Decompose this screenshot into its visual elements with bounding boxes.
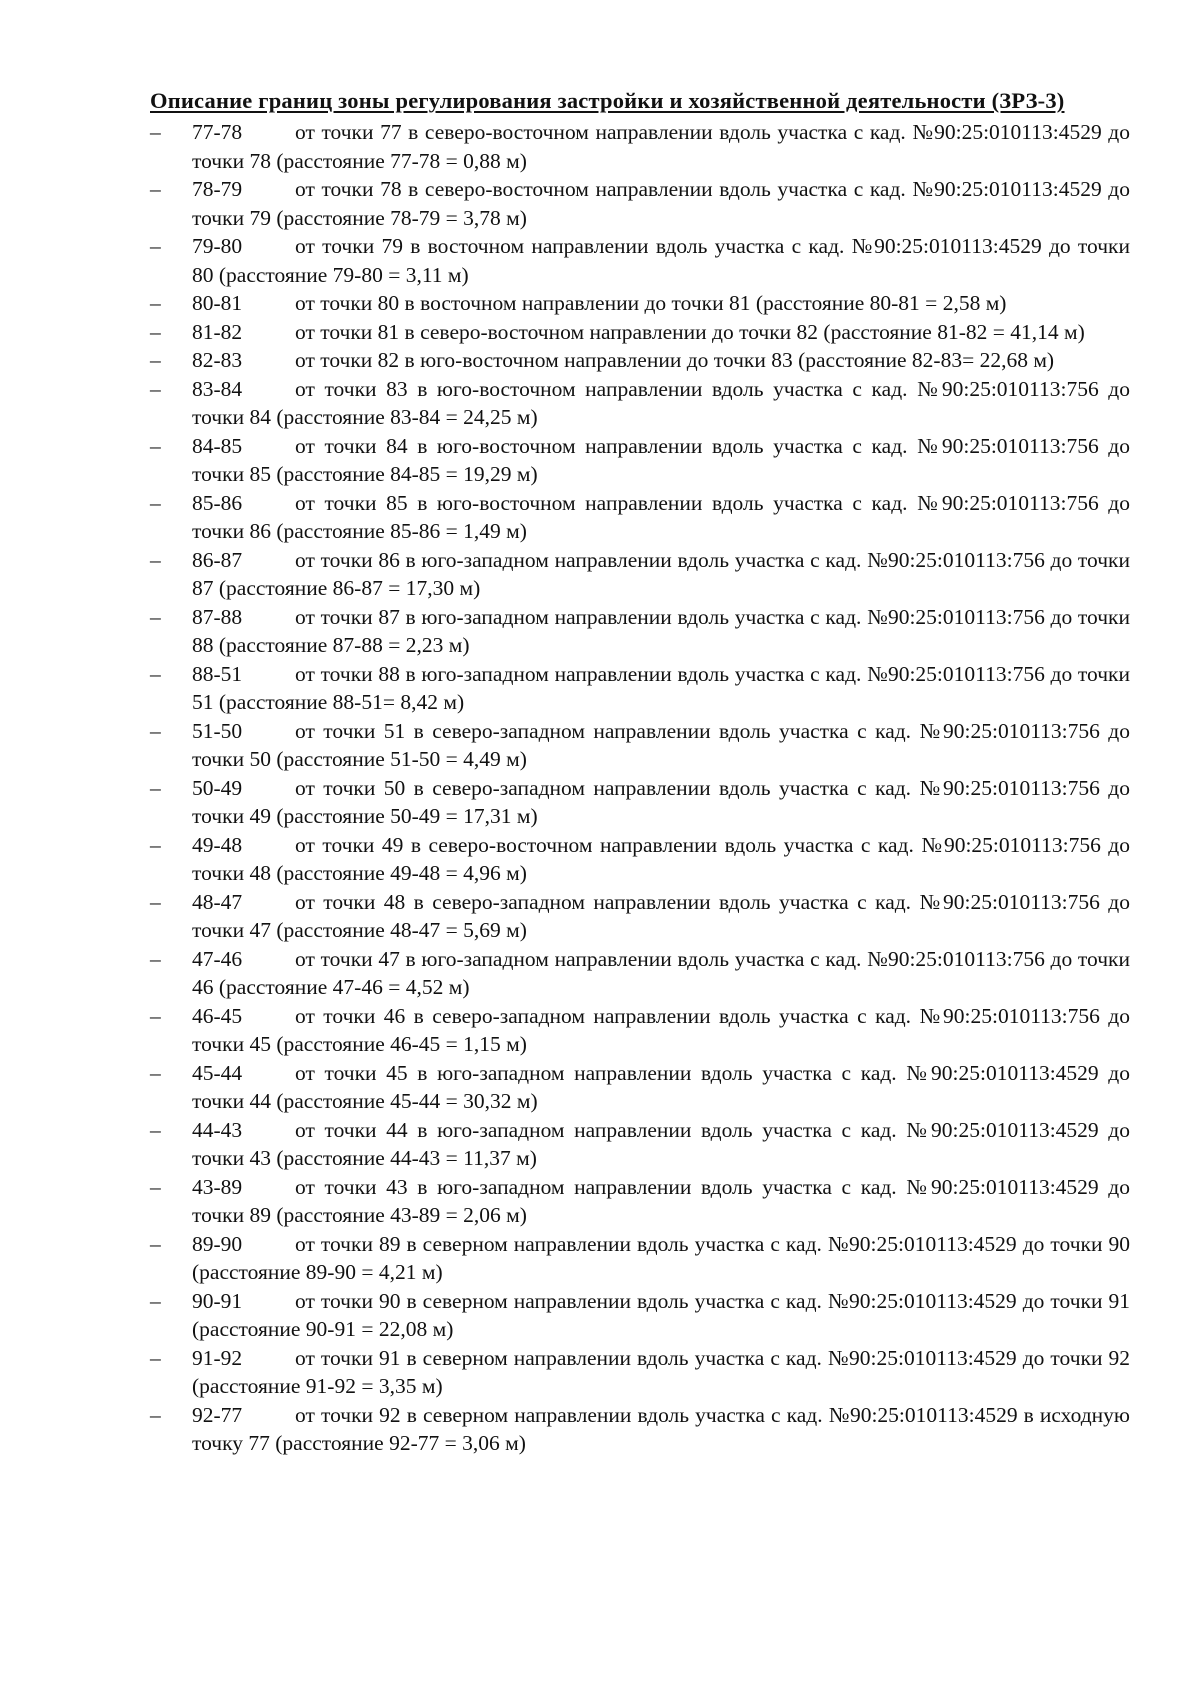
segment-label: 90-91 bbox=[192, 1288, 243, 1313]
list-item bbox=[150, 945, 1130, 1002]
list-dash: – bbox=[150, 1174, 161, 1199]
boundary-segment-list bbox=[150, 118, 1130, 1458]
segment-description: от точки 50 в северо-западном направлении вдоль участка с кад. №90:25:010113:756 до точки 49 (расстояние 50-49 = 17,31 м) bbox=[192, 775, 1130, 828]
segment-description: от точки 46 в северо-западном направлении вдоль участка с кад. №90:25:010113:756 до точки 45 (расстояние 46-45 = 1,15 м) bbox=[192, 1003, 1130, 1056]
list-dash: – bbox=[150, 376, 161, 401]
segment-description: от точки 48 в северо-западном направлении вдоль участка с кад. №90:25:010113:756 до точки 47 (расстояние 48-47 = 5,69 м) bbox=[192, 889, 1130, 942]
segment-label: 44-43 bbox=[192, 1117, 243, 1142]
list-dash: – bbox=[150, 832, 161, 857]
list-dash: – bbox=[150, 1231, 161, 1256]
segment-description: от точки 84 в юго-восточном направлении вдоль участка с кад. №90:25:010113:756 до точки 85 (расстояние 84-85 = 19,29 м) bbox=[192, 433, 1130, 486]
segment-description: от точки 51 в северо-западном направлении вдоль участка с кад. №90:25:010113:756 до точки 50 (расстояние 51-50 = 4,49 м) bbox=[192, 718, 1130, 771]
list-item bbox=[150, 1287, 1130, 1344]
segment-description: от точки 92 в северном направлении вдоль участка с кад. №90:25:010113:4529 в исходную точку 77 (расстояние 92-77 = 3,06 м) bbox=[192, 1402, 1130, 1455]
list-item bbox=[150, 1401, 1130, 1458]
segment-label: 88-51 bbox=[192, 661, 243, 686]
segment-label: 87-88 bbox=[192, 604, 243, 629]
segment-label: 51-50 bbox=[192, 718, 243, 743]
segment-label: 48-47 bbox=[192, 889, 243, 914]
segment-label: 77-78 bbox=[192, 120, 243, 144]
segment-label: 84-85 bbox=[192, 433, 243, 458]
segment-description: от точки 91 в северном направлении вдоль участка с кад. №90:25:010113:4529 до точки 92 (расстояние 91-92 = 3,35 м) bbox=[192, 1345, 1130, 1398]
list-dash: – bbox=[150, 889, 161, 914]
list-item bbox=[150, 603, 1130, 660]
segment-description: от точки 81 в северо-восточном направлении до точки 82 (расстояние 81-82 = 41,14 м) bbox=[295, 319, 1085, 344]
list-dash: – bbox=[150, 661, 161, 686]
list-dash: – bbox=[150, 1003, 161, 1028]
segment-label: 47-46 bbox=[192, 946, 243, 971]
list-dash: – bbox=[150, 775, 161, 800]
list-dash: – bbox=[150, 348, 161, 372]
segment-description: от точки 87 в юго-западном направлении вдоль участка с кад. №90:25:010113:756 до точки 88 (расстояние 87-88 = 2,23 м) bbox=[192, 604, 1130, 657]
list-item bbox=[150, 1116, 1130, 1173]
list-item bbox=[150, 289, 1130, 318]
segment-description: от точки 43 в юго-западном направлении вдоль участка с кад. №90:25:010113:4529 до точки 89 (расстояние 43-89 = 2,06 м) bbox=[192, 1174, 1130, 1227]
segment-description: от точки 89 в северном направлении вдоль участка с кад. №90:25:010113:4529 до точки 90 (расстояние 89-90 = 4,21 м) bbox=[192, 1231, 1130, 1284]
list-dash: – bbox=[150, 319, 161, 344]
list-item bbox=[150, 432, 1130, 489]
list-item bbox=[150, 1230, 1130, 1287]
segment-label: 49-48 bbox=[192, 832, 243, 857]
segment-description: от точки 79 в восточном направлении вдоль участка с кад. №90:25:010113:4529 до точки 80 (расстояние 79-80 = 3,11 м) bbox=[192, 234, 1130, 287]
list-item bbox=[150, 546, 1130, 603]
list-dash: – bbox=[150, 234, 161, 258]
segment-description: от точки 86 в юго-западном направлении вдоль участка с кад. №90:25:010113:756 до точки 87 (расстояние 86-87 = 17,30 м) bbox=[192, 547, 1130, 600]
list-dash: – bbox=[150, 177, 161, 201]
segment-label: 79-80 bbox=[192, 234, 243, 258]
document-title: Описание границ зоны регулирования застройки и хозяйственной деятельности (ЗРЗ-3) bbox=[150, 88, 1065, 113]
segment-description: от точки 80 в восточном направлении до точки 81 (расстояние 80-81 = 2,58 м) bbox=[295, 291, 1007, 315]
segment-label: 89-90 bbox=[192, 1231, 243, 1256]
list-dash: – bbox=[150, 291, 161, 315]
segment-description: от точки 83 в юго-восточном направлении вдоль участка с кад. №90:25:010113:756 до точки 84 (расстояние 83-84 = 24,25 м) bbox=[192, 376, 1130, 429]
list-item bbox=[150, 375, 1130, 432]
segment-label: 50-49 bbox=[192, 775, 243, 800]
list-dash: – bbox=[150, 433, 161, 458]
list-dash: – bbox=[150, 1345, 161, 1370]
segment-description: от точки 90 в северном направлении вдоль участка с кад. №90:25:010113:4529 до точки 91 (расстояние 90-91 = 22,08 м) bbox=[192, 1288, 1130, 1341]
list-item bbox=[150, 774, 1130, 831]
segment-label: 46-45 bbox=[192, 1003, 243, 1028]
list-item bbox=[150, 118, 1130, 175]
list-dash: – bbox=[150, 604, 161, 629]
list-item bbox=[150, 660, 1130, 717]
list-dash: – bbox=[150, 1117, 161, 1142]
segment-description: от точки 49 в северо-восточном направлении вдоль участка с кад. №90:25:010113:756 до точки 48 (расстояние 49-48 = 4,96 м) bbox=[192, 832, 1130, 885]
list-item bbox=[150, 831, 1130, 888]
list-dash: – bbox=[150, 718, 161, 743]
list-item bbox=[150, 346, 1130, 375]
list-dash: – bbox=[150, 1402, 161, 1427]
segment-label: 81-82 bbox=[192, 319, 243, 344]
list-item bbox=[150, 1344, 1130, 1401]
segment-label: 86-87 bbox=[192, 547, 243, 572]
segment-description: от точки 78 в северо-восточном направлении вдоль участка с кад. №90:25:010113:4529 до точки 79 (расстояние 78-79 = 3,78 м) bbox=[192, 177, 1130, 230]
segment-label: 43-89 bbox=[192, 1174, 243, 1199]
segment-label: 78-79 bbox=[192, 177, 243, 201]
list-item bbox=[150, 232, 1130, 289]
list-item bbox=[150, 318, 1130, 347]
list-item bbox=[150, 1002, 1130, 1059]
list-item bbox=[150, 175, 1130, 232]
segment-label: 83-84 bbox=[192, 376, 243, 401]
list-dash: – bbox=[150, 946, 161, 971]
list-dash: – bbox=[150, 120, 161, 144]
segment-label: 80-81 bbox=[192, 291, 243, 315]
list-item bbox=[150, 489, 1130, 546]
segment-label: 91-92 bbox=[192, 1345, 243, 1370]
segment-label: 82-83 bbox=[192, 348, 243, 372]
segment-label: 92-77 bbox=[192, 1402, 243, 1427]
segment-label: 45-44 bbox=[192, 1060, 243, 1085]
list-item bbox=[150, 888, 1130, 945]
segment-description: от точки 88 в юго-западном направлении вдоль участка с кад. №90:25:010113:756 до точки 51 (расстояние 88-51= 8,42 м) bbox=[192, 661, 1130, 714]
segment-description: от точки 45 в юго-западном направлении вдоль участка с кад. №90:25:010113:4529 до точки 44 (расстояние 45-44 = 30,32 м) bbox=[192, 1060, 1130, 1113]
list-dash: – bbox=[150, 1288, 161, 1313]
segment-description: от точки 44 в юго-западном направлении вдоль участка с кад. №90:25:010113:4529 до точки 43 (расстояние 44-43 = 11,37 м) bbox=[192, 1117, 1130, 1170]
segment-description: от точки 77 в северо-восточном направлении вдоль участка с кад. №90:25:010113:4529 до точки 78 (расстояние 77-78 = 0,88 м) bbox=[192, 120, 1130, 173]
list-dash: – bbox=[150, 490, 161, 515]
list-dash: – bbox=[150, 547, 161, 572]
list-dash: – bbox=[150, 1060, 161, 1085]
list-item bbox=[150, 1173, 1130, 1230]
segment-label: 85-86 bbox=[192, 490, 243, 515]
list-item bbox=[150, 717, 1130, 774]
segment-description: от точки 47 в юго-западном направлении вдоль участка с кад. №90:25:010113:756 до точки 46 (расстояние 47-46 = 4,52 м) bbox=[192, 946, 1130, 999]
segment-description: от точки 82 в юго-восточном направлении до точки 83 (расстояние 82-83= 22,68 м) bbox=[295, 348, 1055, 372]
segment-description: от точки 85 в юго-восточном направлении вдоль участка с кад. №90:25:010113:756 до точки 86 (расстояние 85-86 = 1,49 м) bbox=[192, 490, 1130, 543]
list-item bbox=[150, 1059, 1130, 1116]
